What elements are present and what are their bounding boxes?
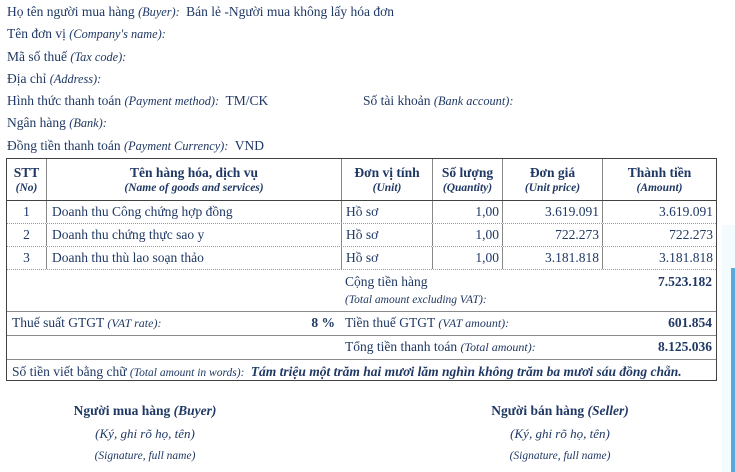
header-no-vi: STT xyxy=(13,164,40,180)
tax-code-label: Mã số thuế xyxy=(7,48,67,64)
address-label-en: (Address): xyxy=(49,71,102,86)
seller-signature-title xyxy=(430,399,690,422)
buyer-signature-instruction-en: (Signature, full name) xyxy=(94,450,196,462)
cell-name: Doanh thu chứng thực sao y xyxy=(47,224,342,246)
header-amount-en: (Amount) xyxy=(636,181,683,194)
bank-account-value xyxy=(513,93,516,108)
currency-label-en: (Payment Currency): xyxy=(123,138,229,153)
header-amount-vi: Thành tiền xyxy=(627,164,692,180)
buyer-signature-title-en: (Buyer) xyxy=(173,403,217,418)
header-unit-vi: Đơn vị tính xyxy=(354,164,420,180)
buyer-signature-title-vi: Người mua hàng xyxy=(73,403,171,418)
cell-no: 2 xyxy=(7,224,47,246)
cell-amount: 3.619.091 xyxy=(659,204,713,219)
cell-amount: 722.273 xyxy=(669,227,713,242)
table-row xyxy=(7,224,716,247)
seller-signature-instruction-en: (Signature, full name) xyxy=(509,450,611,462)
amount-in-words-label-en: (Total amount in words): xyxy=(129,367,245,379)
subtotal-row xyxy=(7,270,716,312)
amount-in-words-row xyxy=(7,360,716,384)
table-header-row xyxy=(7,159,716,201)
table-row xyxy=(7,201,716,224)
header-name-en: (Name of goods and services) xyxy=(124,181,264,194)
tax-code-value xyxy=(126,49,129,64)
header-name xyxy=(47,159,342,200)
table-row xyxy=(7,247,716,270)
company-name-label-en: (Company's name): xyxy=(69,27,166,42)
grand-total-field xyxy=(345,336,536,358)
buyer-signature-instruction: (Ký, ghi rõ họ, tên) xyxy=(95,426,195,441)
address-label: Địa chỉ xyxy=(7,70,47,86)
vat-rate-field xyxy=(12,312,161,334)
buyer-info-section xyxy=(7,1,514,157)
scrollbar-thumb[interactable] xyxy=(731,268,735,472)
cell-unit: Hồ sơ xyxy=(342,247,433,269)
header-price-vi: Đơn giá xyxy=(529,164,576,180)
cell-amount: 3.181.818 xyxy=(659,250,713,265)
cell-name: Doanh thu thù lao soạn thảo xyxy=(47,247,342,269)
company-name-label: Tên đơn vị xyxy=(7,26,66,42)
field-buyer-name xyxy=(7,1,394,23)
vat-amount-value: 601.854 xyxy=(668,315,712,330)
grand-total-label-en: (Total amount): xyxy=(460,340,536,354)
cell-price: 3.619.091 xyxy=(503,201,603,223)
vat-rate-label: Thuế suất GTGT xyxy=(12,315,104,330)
subtotal-label-en: (Total amount excluding VAT): xyxy=(345,294,487,306)
seller-signature-instruction: (Ký, ghi rõ họ, tên) xyxy=(510,426,610,441)
field-tax-code xyxy=(7,46,394,68)
field-address xyxy=(7,68,394,90)
field-bank-account xyxy=(363,90,516,112)
bank-account-label-en: (Bank account): xyxy=(433,94,514,109)
cell-unit: Hồ sơ xyxy=(342,201,433,223)
line-items-table xyxy=(6,158,717,381)
company-name-value xyxy=(166,26,169,41)
amount-in-words-value: Tám triệu một trăm hai mươi lăm nghìn không trăm ba mươi sáu đồng chẵn. xyxy=(250,364,682,379)
cell-qty: 1,00 xyxy=(433,201,503,223)
header-price xyxy=(503,159,603,200)
header-name-vi: Tên hàng hóa, dịch vụ xyxy=(130,164,258,180)
header-qty xyxy=(433,159,503,200)
amount-in-words-label: Số tiền viết bằng chữ xyxy=(12,364,127,379)
payment-method-value: TM/CK xyxy=(225,93,269,109)
bank-value xyxy=(107,115,110,130)
vat-amount-label-en: (VAT amount): xyxy=(438,316,510,330)
tax-code-label-en: (Tax code): xyxy=(70,49,127,64)
cell-no: 3 xyxy=(7,247,47,269)
vat-amount-field xyxy=(345,312,509,334)
vat-rate-value: 8 % xyxy=(311,315,335,330)
bank-account-label: Số tài khoản xyxy=(363,93,431,109)
seller-signature-title-en: (Seller) xyxy=(587,403,629,418)
buyer-name-label-en: (Buyer): xyxy=(138,5,180,19)
header-price-en: (Unit price) xyxy=(524,181,581,194)
header-qty-en: (Quantity) xyxy=(442,181,493,194)
cell-unit: Hồ sơ xyxy=(342,224,433,246)
vat-rate-label-en: (VAT rate): xyxy=(107,316,162,330)
vat-amount-label: Tiền thuế GTGT xyxy=(345,315,436,330)
currency-label: Đồng tiền thanh toán xyxy=(7,137,121,153)
cell-price: 722.273 xyxy=(503,224,603,246)
header-no-en: (No) xyxy=(15,181,38,194)
field-company-name xyxy=(7,23,394,45)
header-unit xyxy=(342,159,433,200)
cell-no: 1 xyxy=(7,201,47,223)
cell-name: Doanh thu Công chứng hợp đồng xyxy=(47,201,342,223)
seller-signature-block xyxy=(430,399,690,467)
bank-label-en: (Bank): xyxy=(69,116,107,131)
buyer-name-value: Bán lẻ -Người mua không lấy hóa đơn xyxy=(186,4,395,19)
buyer-signature-title xyxy=(15,399,275,422)
subtotal-label: Cộng tiền hàng xyxy=(345,274,428,289)
subtotal-value: 7.523.182 xyxy=(658,274,712,289)
cell-price: 3.181.818 xyxy=(503,247,603,269)
grand-total-value: 8.125.036 xyxy=(658,339,712,354)
grand-total-label: Tổng tiền thanh toán xyxy=(345,339,458,354)
payment-method-label-en: (Payment method): xyxy=(124,94,220,109)
header-no xyxy=(7,159,47,200)
bank-label: Ngân hàng xyxy=(7,115,66,131)
header-unit-en: (Unit) xyxy=(372,181,402,194)
field-currency xyxy=(7,135,394,157)
address-value xyxy=(101,71,104,86)
buyer-signature-block xyxy=(15,399,275,467)
vat-row xyxy=(7,312,716,336)
cell-qty: 1,00 xyxy=(433,224,503,246)
seller-signature-title-vi: Người bán hàng xyxy=(491,403,585,418)
cell-qty: 1,00 xyxy=(433,247,503,269)
field-payment-method xyxy=(7,90,514,112)
header-amount xyxy=(603,159,716,200)
field-bank xyxy=(7,112,394,134)
header-qty-vi: Số lượng xyxy=(441,164,494,180)
grand-total-row xyxy=(7,336,716,360)
buyer-name-label: Họ tên người mua hàng xyxy=(7,4,135,19)
currency-value: VND xyxy=(234,137,264,153)
payment-method-label: Hình thức thanh toán xyxy=(7,93,122,109)
